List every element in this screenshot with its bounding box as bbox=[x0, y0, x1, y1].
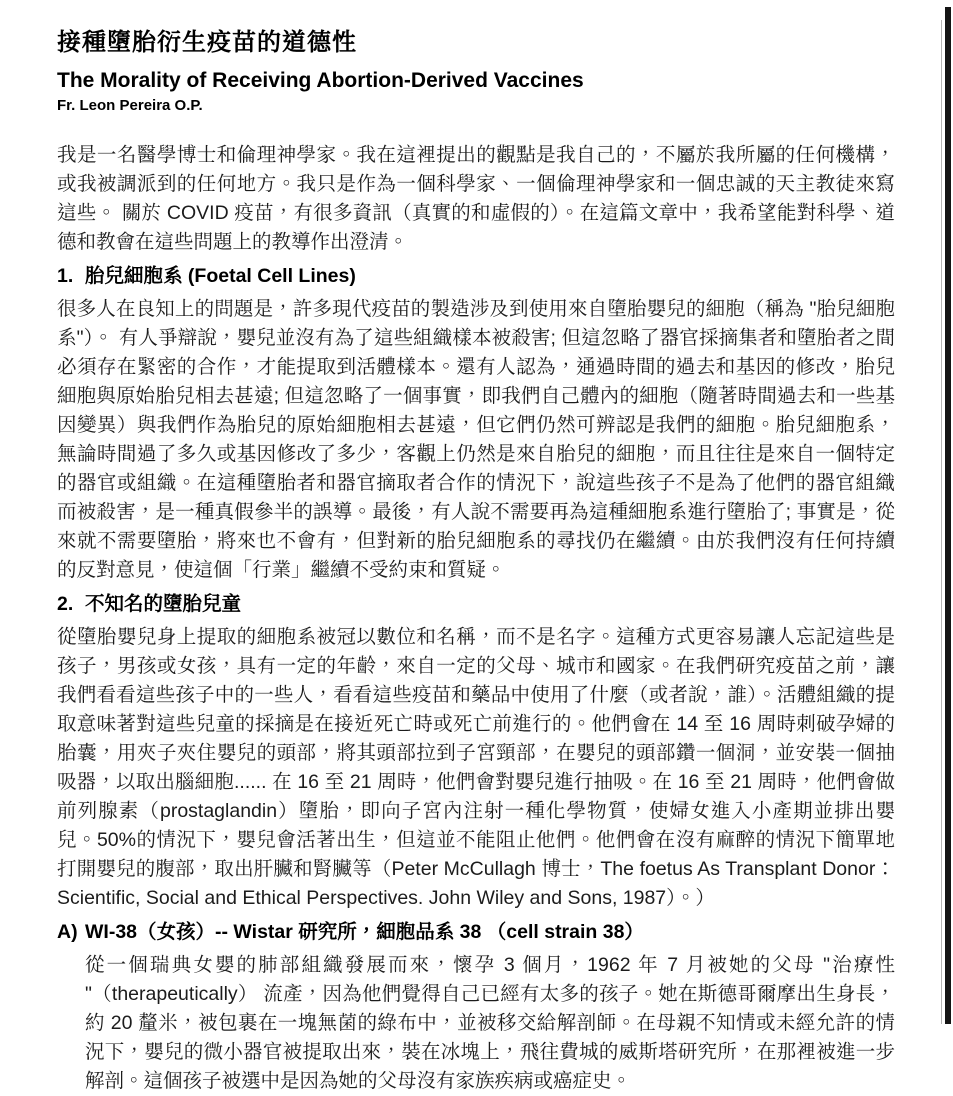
section-a-body: 從一個瑞典女嬰的肺部組織發展而來，懷孕 3 個月，1962 年 7 月被她的父母 "治療性 "（therapeutically） 流產，因為他們覺得自己已經有太多的孩子。她在斯德哥爾摩出生身長，約 20 釐米，被包裹在一塊無菌的綠布中，並被移交給解剖師。在母親不知情或未經允許的情況下，嬰兒的微小器官被提取出來，裝在冰塊上，飛往費城的威斯塔研究所，在那裡被進一步解剖。這個孩子被選中是因為她的父母沒有家族疾病或癌症史。 bbox=[85, 954, 895, 1092]
section-2-heading-text: 不知名的墮胎兒童 bbox=[85, 593, 242, 615]
section-2-number: 2. bbox=[57, 593, 74, 615]
section-a-heading bbox=[57, 918, 895, 947]
section-a-heading-text: WI-38（女孩）-- Wistar 研究所，細胞品系 38 （cell strain 38） bbox=[85, 921, 644, 943]
section-1-heading-text: 胎兒細胞系 (Foetal Cell Lines) bbox=[85, 265, 356, 287]
document-content bbox=[57, 28, 895, 1096]
section-1-heading bbox=[57, 262, 895, 291]
window-edge-bar bbox=[945, 7, 951, 1024]
author-byline: Fr. Leon Pereira O.P. bbox=[57, 97, 203, 114]
section-2-heading bbox=[57, 590, 895, 619]
page-title-english: The Morality of Receiving Abortion-Derived Vaccines bbox=[57, 69, 584, 92]
intro-paragraph: 我是一名醫學博士和倫理神學家。我在這裡提出的觀點是我自己的，不屬於我所屬的任何機構，或我被調派到的任何地方。我只是作為一個科學家、一個倫理神學家和一個忠誠的天主教徒來寫這些。 關於 COVID 疫苗，有很多資訊（真實的和虛假的）。在這篇文章中，我希望能對科學、道德和教會在這些問題上的教導作出澄清。 bbox=[57, 144, 895, 253]
section-a-number: A) bbox=[57, 921, 78, 943]
page-edge-hairline bbox=[941, 20, 942, 1024]
section-1-body: 很多人在良知上的問題是，許多現代疫苗的製造涉及到使用來自墮胎嬰兒的細胞（稱為 "胎兒細胞系"）。 有人爭辯說，嬰兒並沒有為了這些組織樣本被殺害; 但這忽略了器官採摘集者和墮胎者之間必須存在緊密的合作，才能提取到活體樣本。還有人認為，通過時間的過去和基因的修改，胎兒細胞與原始胎兒相去甚遠; 但這忽略了一個事實，即我們自己體內的細胞（隨著時間過去和一些基因變異）與我們作為胎兒的原始細胞相去甚遠，但它們仍然可辨認是我們的細胞。胎兒細胞系，無論時間過了多久或基因修改了多少，客觀上仍然是來自胎兒的細胞，而且往往是來自一個特定的器官或組織。在這種墮胎者和器官摘取者合作的情況下，說這些孩子不是為了他們的器官組織而被殺害，是一種真假參半的誤導。最後，有人說不需要再為這種細胞系進行墮胎了; 事實是，從來就不需要墮胎，將來也不會有，但對新的胎兒細胞系的尋找仍在繼續。由於我們沒有任何持續的反對意見，使這個「行業」繼續不受約束和質疑。 bbox=[57, 298, 895, 581]
section-2-body: 從墮胎嬰兒身上提取的細胞系被冠以數位和名稱，而不是名字。這種方式更容易讓人忘記這些是孩子，男孩或女孩，具有一定的年齡，來自一定的父母、城市和國家。在我們研究疫苗之前，讓我們看看這些孩子中的一些人，看看這些疫苗和藥品中使用了什麼（或者說，誰）。活體組織的提取意味著對這些兒童的採摘是在接近死亡時或死亡前進行的。他們會在 14 至 16 周時刺破孕婦的胎囊，用夾子夾住嬰兒的頭部，將其頭部拉到子宮頸部，在嬰兒的頭部鑽一個洞，並安裝一個抽吸器，以取出腦細胞...... 在 16 至 21 周時，他們會對嬰兒進行抽吸。在 16 至 21 周時，他們會做前列腺素（prostaglandin）墮胎，即向子宮內注射一種化學物質，使婦女進入小產期並排出嬰兒。50%的情況下，嬰兒會活著出生，但這並不能阻止他們。他們會在沒有麻醉的情況下簡單地打開嬰兒的腹部，取出肝臟和腎臟等（Peter McCullagh 博士，The foetus As Transplant Donor：Scientific, Social and Ethical Perspectives. John Wiley and Sons, 1987）。） bbox=[57, 626, 895, 909]
page-title: 接種墮胎衍生疫苗的道德性 bbox=[57, 29, 357, 56]
section-1-number: 1. bbox=[57, 265, 74, 287]
